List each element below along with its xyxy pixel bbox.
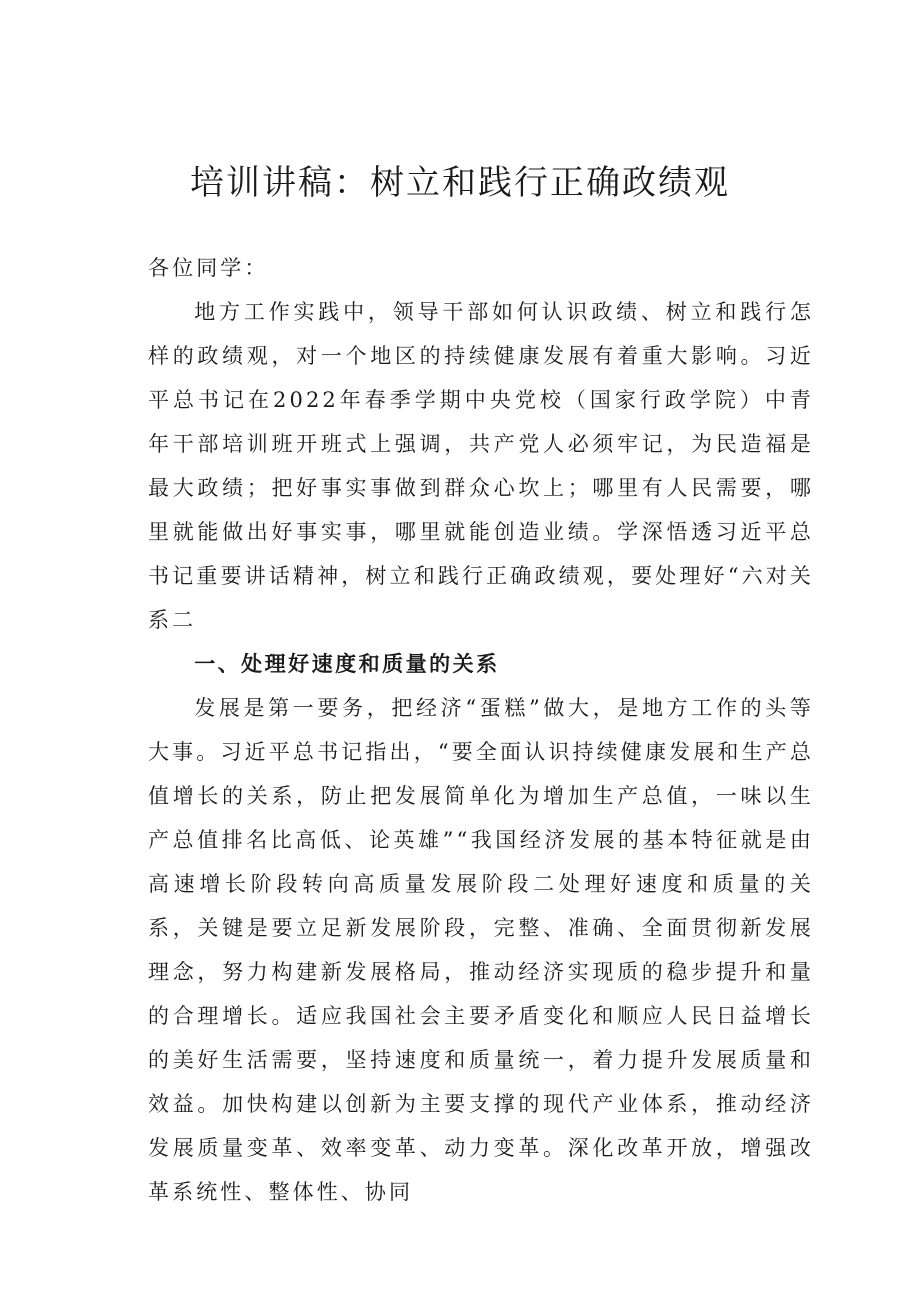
intro-paragraph: 地方工作实践中，领导干部如何认识政绩、树立和践行怎样的政绩观，对一个地区的持续健康发展有着重大影响。习近平总书记在2022年春季学期中央党校（国家行政学院）中青年干部培训班开班式上强调，共产党人必须牢记，为民造福是最大政绩；把好事实事做到群众心坎上；哪里有人民需要，哪里就能做出好事实事，哪里就能创造业绩。学深悟透习近平总书记重要讲话精神，树立和践行正确政绩观，要处理好“六对关系二 xyxy=(148,300,814,632)
section-heading-1: 一、处理好速度和质量的关系 xyxy=(194,652,500,676)
section-1-paragraph: 发展是第一要务，把经济“蛋糕”做大，是地方工作的头等大事。习近平总书记指出，“要全面认识持续健康发展和生产总值增长的关系，防止把发展简单化为增加生产总值，一味以生产总值排名比高低、论英雄”“我国经济发展的基本特征就是由高速增长阶段转向高质量发展阶段二处理好速度和质量的关系，关键是要立足新发展阶段，完整、准确、全面贯彻新发展理念，努力构建新发展格局，推动经济实现质的稳步提升和量的合理增长。适应我国社会主要矛盾变化和顺应人民日益增长的美好生活需要，坚持速度和质量统一，着力提升发展质量和效益。加快构建以创新为主要支撑的现代产业体系，推动经济发展质量变革、效率变革、动力变革。深化改革开放，增强改革系统性、整体性、协同 xyxy=(148,696,814,1204)
greeting: 各位同学： xyxy=(148,256,269,280)
document-title: 培训讲稿：树立和践行正确政绩观 xyxy=(190,163,730,203)
document-body xyxy=(148,246,814,1214)
